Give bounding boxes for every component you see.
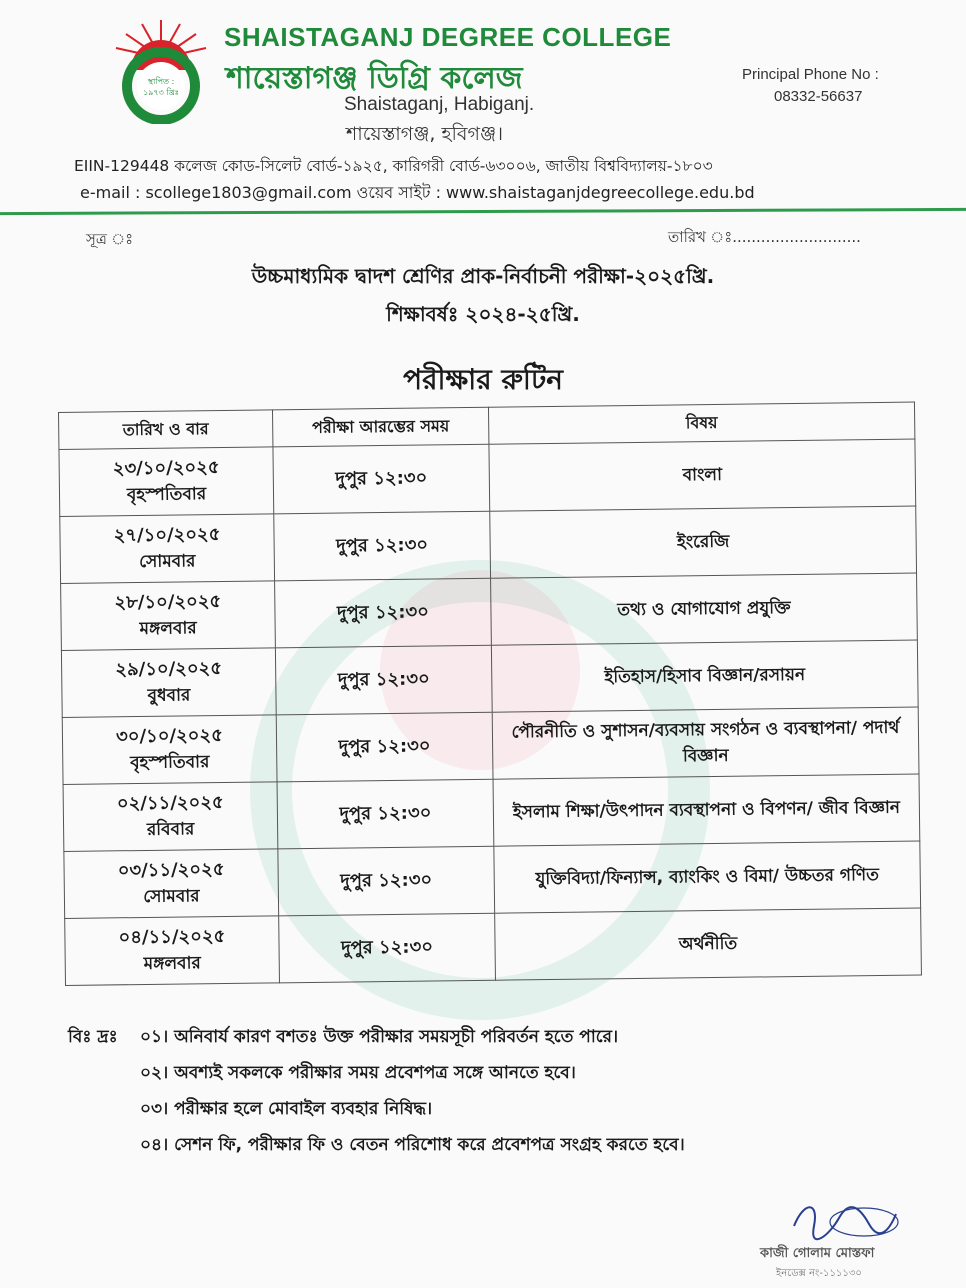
date-cell (61, 581, 276, 651)
exam-time: দুপুর ১২:৩০ (336, 600, 430, 624)
email-website-line: e-mail : scollege1803@gmail.com ওয়েব সাইট : www.shaistaganjdegreecollege.edu.bd (80, 183, 755, 202)
exam-date: ০২/১১/২০২৫ (116, 792, 224, 815)
exam-date: ২৭/১০/২০২৫ (113, 524, 221, 547)
time-cell (276, 712, 493, 782)
exam-day: মঙ্গলবার (143, 953, 201, 974)
exam-subject: ইতিহাস/হিসাব বিজ্ঞান/রসায়ন (604, 664, 806, 688)
subject-cell (490, 506, 917, 578)
exam-day: রবিবার (146, 819, 195, 840)
table-row (64, 841, 921, 918)
table-row (62, 707, 919, 784)
table-row (59, 439, 916, 516)
header-subject: বিষয় (488, 402, 914, 444)
table-row (61, 573, 918, 650)
exam-subject: ইংরেজি (676, 531, 730, 553)
subject-cell (489, 439, 916, 511)
date-cell (62, 715, 277, 785)
logo-text-line-1: স্থাপিত : (147, 77, 175, 86)
exam-subject: বাংলা (682, 464, 723, 486)
date-field-label: তারিখ ঃ........................... (668, 228, 861, 246)
exam-day: সোমবার (143, 886, 200, 907)
exam-time: দুপুর ১২:৩০ (341, 935, 434, 959)
routine-table (58, 402, 922, 986)
time-cell (278, 846, 495, 916)
header-start-time: পরীক্ষা আরম্ভের সময় (272, 407, 488, 447)
exam-day: সোমবার (139, 551, 196, 573)
exam-subject: ইসলাম শিক্ষা/উৎপাদন ব্যবস্থাপনা ও বিপণন/ জীব বিজ্ঞান (512, 797, 901, 823)
exam-day: বুধবার (147, 685, 191, 706)
exam-day: বৃহস্পতিবার (130, 752, 210, 774)
principal-phone-number: 08332-56637 (774, 88, 863, 105)
time-cell (275, 645, 492, 715)
note-text: ০৪। সেশন ফি, পরীক্ষার ফি ও বেতন পরিশোধ করে প্রবেশপত্র সংগ্রহ করতে হবে। (140, 1135, 685, 1155)
subject-cell (494, 841, 921, 913)
exam-subject: তথ্য ও যোগাযোগ প্রযুক্তি (617, 598, 791, 621)
time-cell (277, 779, 494, 849)
reference-label: সূত্র ঃ (86, 230, 134, 248)
signature-mark-icon (784, 1196, 904, 1246)
subject-cell (491, 573, 918, 645)
table-row (60, 506, 917, 583)
date-cell (60, 514, 275, 584)
college-name-bangla: শায়েস্তাগঞ্জ ডিগ্রি কলেজ (226, 61, 523, 96)
routine-table-wrapper (58, 402, 922, 986)
date-cell (65, 916, 280, 986)
exam-time: দুপুর ১২:৩০ (339, 801, 432, 825)
date-cell (61, 648, 276, 718)
subject-cell (495, 908, 922, 980)
table-row (65, 908, 922, 985)
eiin-codes-line: EIIN-129448 কলেজ কোড-সিলেট বোর্ড-১৯২৫, কারিগরী বোর্ড-৬৩০০৬, জাতীয় বিশ্ববিদ্যালয়-১৮০৩ (74, 157, 713, 175)
place-english: Shaistaganj, Habiganj. (344, 94, 535, 115)
exam-day: বৃহস্পতিবার (126, 484, 207, 506)
table-row (61, 640, 918, 717)
principal-phone-label: Principal Phone No : (742, 66, 879, 83)
subject-cell (493, 774, 920, 846)
time-cell (279, 913, 496, 983)
time-cell (275, 578, 492, 648)
logo-text-line-2: ১৯৭৩ খ্রিঃ (143, 88, 179, 97)
date-cell (64, 849, 279, 919)
exam-subject: পৌরনীতি ও সুশাসন/ব্যবসায় সংগঠন ও ব্যবস্থাপনা/ পদার্থ বিজ্ঞান (511, 717, 900, 767)
header-date-day: তারিখ ও বার (59, 410, 273, 450)
exam-subject: অর্থনীতি (678, 933, 738, 955)
exam-time: দুপুর ১২:৩০ (336, 533, 429, 557)
time-cell (273, 444, 490, 514)
date-cell (63, 782, 278, 852)
exam-date: ৩০/১০/২০২৫ (115, 725, 223, 748)
note-text: ০৩। পরীক্ষার হলে মোবাইল ব্যবহার নিষিদ্ধ। (140, 1099, 433, 1119)
note-text: ০২। অবশ্যই সকলকে পরীক্ষার সময় প্রবেশপত্র সঙ্গে আনতে হবে। (140, 1063, 576, 1083)
place-bangla: শায়েস্তাগঞ্জ, হবিগঞ্জ। (346, 123, 503, 145)
exam-date: ২৩/১০/২০২৫ (112, 457, 220, 480)
subject-cell (492, 707, 919, 779)
note-text: ০১। অনিবার্য কারণ বশতঃ উক্ত পরীক্ষার সময়সূচী পরিবর্তন হতে পারে। (140, 1027, 619, 1047)
academic-session: শিক্ষাবর্ষঃ ২০২৪-২৫খ্রি. (386, 302, 580, 326)
time-cell (274, 511, 491, 581)
header-divider (0, 208, 966, 215)
subject-cell (491, 640, 918, 712)
exam-date: ০৪/১১/২০২৫ (118, 925, 226, 949)
exam-day: মঙ্গলবার (139, 618, 197, 640)
college-name-english: SHAISTAGANJ DEGREE COLLEGE (224, 22, 672, 52)
date-cell (59, 447, 274, 517)
college-logo-icon (106, 14, 216, 124)
routine-title: পরীক্ষার রুটিন (403, 363, 563, 396)
notes-prefix: বিঃ দ্রঃ (68, 1027, 118, 1047)
exam-date: ০৩/১১/২০২৫ (117, 859, 225, 882)
exam-time: দুপুর ১২:৩০ (337, 667, 430, 691)
exam-date: ২৯/১০/২০২৫ (115, 658, 223, 681)
exam-time: দুপুর ১২:৩০ (335, 466, 428, 490)
exam-date: ২৮/১০/২০২৫ (114, 591, 222, 614)
exam-subject: যুক্তিবিদ্যা/ফিন্যান্স, ব্যাংকিং ও বিমা/ উচ্চতর গণিত (535, 865, 880, 890)
signatory-index: ইনডেক্স নং-১১১১৩০ (776, 1268, 862, 1279)
table-row (63, 774, 920, 851)
exam-title: উচ্চমাধ্যমিক দ্বাদশ শ্রেণির প্রাক-নির্বাচনী পরীক্ষা-২০২৫খ্রি. (251, 264, 715, 288)
exam-time: দুপুর ১২:৩০ (340, 868, 433, 892)
signatory-name: কাজী গোলাম মোস্তফা (760, 1246, 875, 1261)
exam-time: দুপুর ১২:৩০ (338, 734, 431, 758)
